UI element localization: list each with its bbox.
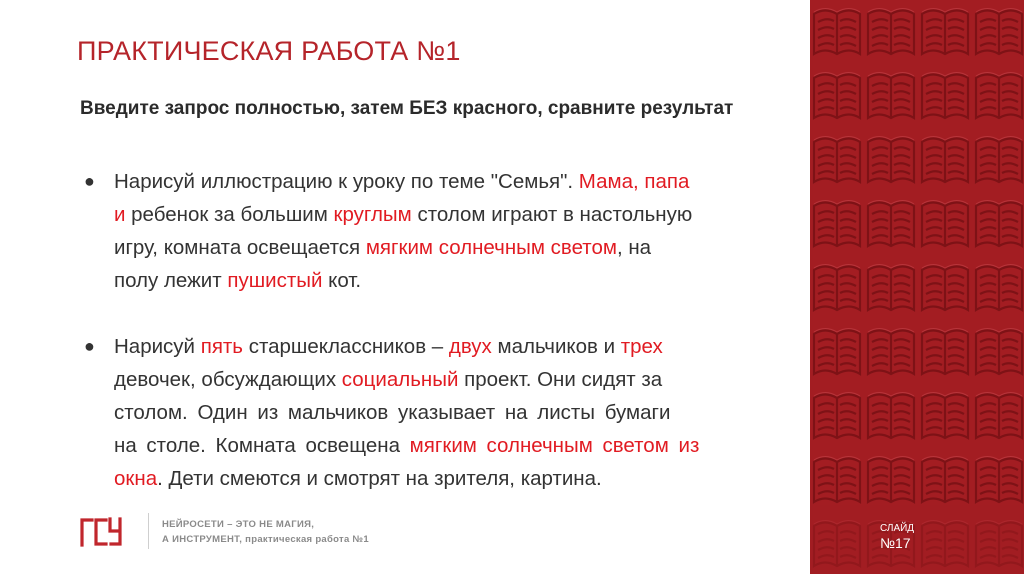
highlight-run: пять bbox=[200, 335, 243, 358]
text-line bbox=[114, 231, 794, 264]
text-run: на столе. Комната освещена bbox=[114, 434, 410, 457]
bullet-text bbox=[114, 165, 794, 297]
text-run: старшеклассников – bbox=[248, 335, 449, 358]
text-run: столом играют в настольную bbox=[411, 203, 693, 226]
slide-number-label: СЛАЙД bbox=[880, 523, 915, 534]
logo-text: ГСУ bbox=[102, 535, 104, 536]
bullet-dot-icon: ● bbox=[84, 171, 95, 191]
text-run: полу лежит bbox=[114, 269, 228, 292]
text-line bbox=[114, 264, 794, 297]
text-run: игру, комната освещается bbox=[114, 236, 366, 259]
highlight-run: пушистый bbox=[227, 269, 323, 292]
text-run: ребенок за большим bbox=[125, 203, 334, 226]
text-line bbox=[114, 363, 794, 396]
text-run: Нарисуй иллюстрацию к уроку по теме "Семья". bbox=[114, 170, 579, 193]
text-line bbox=[114, 429, 794, 462]
text-run: кот. bbox=[322, 269, 362, 292]
text-line bbox=[114, 198, 794, 231]
highlight-run: и bbox=[114, 203, 126, 226]
highlight-run: мягким солнечным светом из bbox=[409, 434, 700, 457]
highlight-run: Мама, папа bbox=[578, 170, 690, 193]
text-run: . Дети смеются и смотрят на зрителя, картина. bbox=[157, 467, 602, 490]
bullet-dot-icon: ● bbox=[84, 336, 95, 356]
text-line bbox=[114, 330, 794, 363]
text-run: Нарисуй bbox=[114, 335, 201, 358]
text-run: проект. Они сидят за bbox=[458, 368, 663, 391]
text-line bbox=[114, 396, 794, 429]
text-run: столом. Один из мальчиков указывает на листы бумаги bbox=[114, 401, 671, 424]
task-subtitle: Введите запрос полностью, затем БЕЗ красного, сравните результат bbox=[80, 98, 734, 119]
text-run: , на bbox=[616, 236, 652, 259]
text-run: девочек, обсуждающих bbox=[114, 368, 342, 391]
highlight-run: круглым bbox=[333, 203, 412, 226]
footer-line: А ИНСТРУМЕНТ, практическая работа №1 bbox=[162, 534, 369, 545]
slide-number bbox=[880, 522, 914, 550]
highlight-run: трех bbox=[620, 335, 663, 358]
university-logo-icon bbox=[80, 517, 124, 547]
text-line bbox=[114, 165, 794, 198]
highlight-run: мягким солнечным светом bbox=[365, 236, 617, 259]
highlight-run: социальный bbox=[341, 368, 459, 391]
slide-title: ПРАКТИЧЕСКАЯ РАБОТА №1 bbox=[77, 36, 461, 66]
slide-number-value: №17 bbox=[880, 535, 911, 551]
text-run: мальчиков и bbox=[497, 335, 621, 358]
footer-caption bbox=[162, 517, 369, 547]
footer-line: НЕЙРОСЕТИ – ЭТО НЕ МАГИЯ, bbox=[162, 519, 315, 530]
highlight-run: окна bbox=[114, 467, 158, 490]
footer-divider bbox=[148, 513, 149, 549]
text-line bbox=[114, 462, 794, 495]
bullet-text bbox=[114, 330, 794, 495]
decorative-book-pattern bbox=[810, 0, 1024, 574]
highlight-run: двух bbox=[448, 335, 492, 358]
